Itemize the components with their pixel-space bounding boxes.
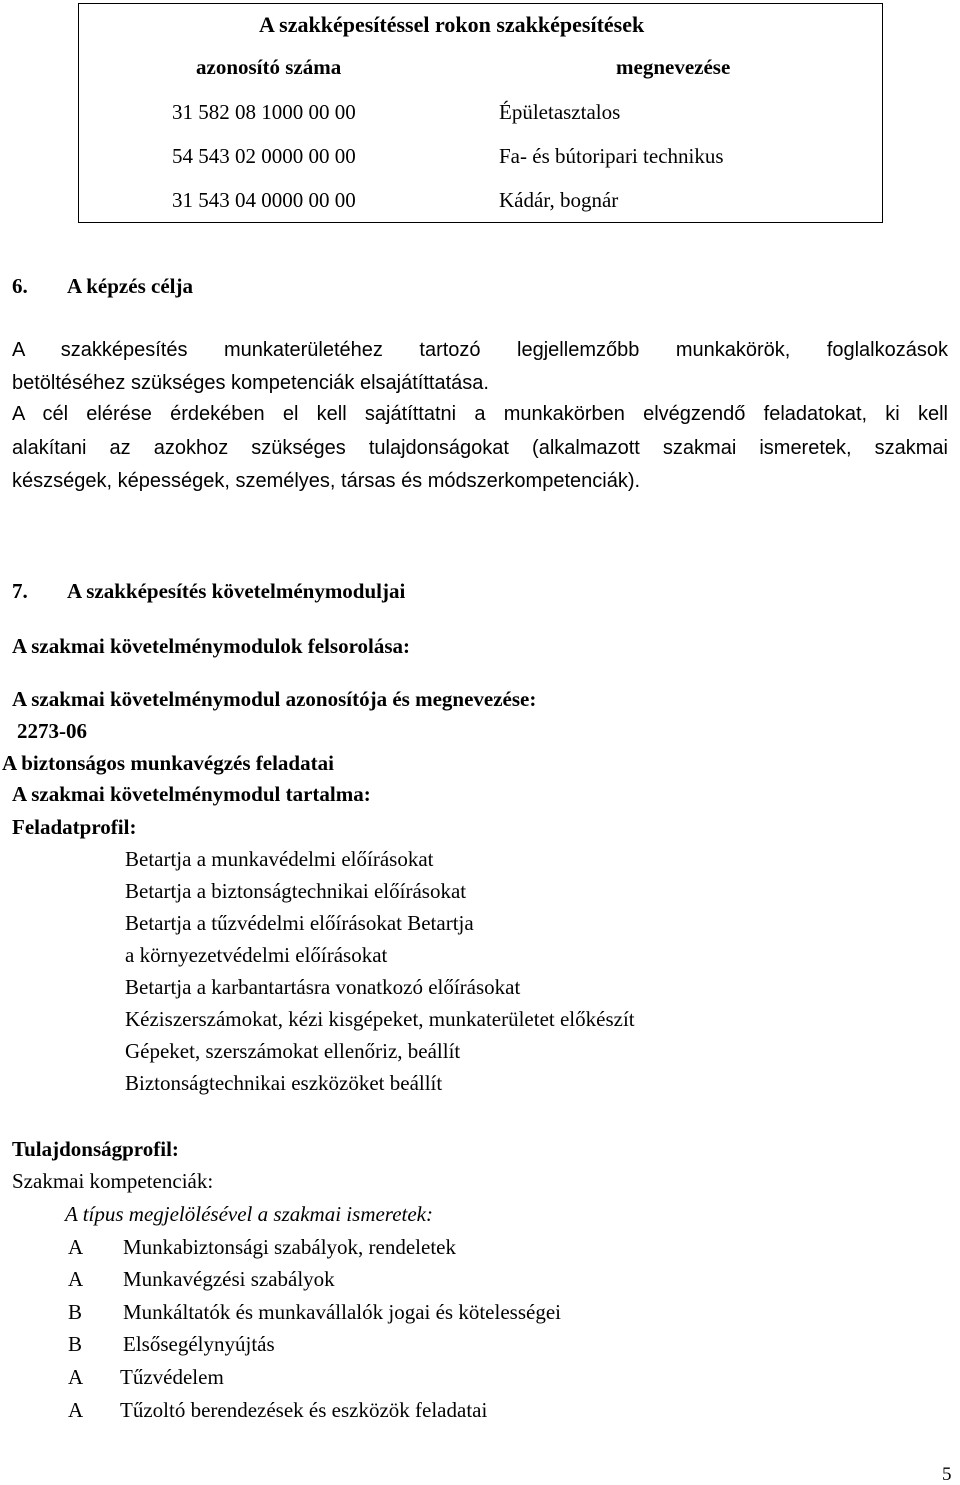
module-content-heading: A szakmai követelménymodul tartalma: <box>12 782 371 806</box>
section-6-number: 6. <box>12 274 28 298</box>
task-item: a környezetvédelmi előírásokat <box>125 943 388 967</box>
task-item: Kéziszerszámokat, kézi kisgépeket, munkaterületet előkészít <box>125 1007 635 1031</box>
table-cell-id: 31 582 08 1000 00 00 <box>172 100 356 124</box>
section-7-title: A szakképesítés követelménymoduljai <box>67 579 406 603</box>
competencies-label: Szakmai kompetenciák: <box>12 1169 214 1193</box>
knowledge-type: B <box>68 1300 83 1324</box>
knowledge-text: Tűzoltó berendezések és eszközök feladatai <box>120 1398 488 1422</box>
task-item: Betartja a karbantartásra vonatkozó előírásokat <box>125 975 521 999</box>
table-cell-name: Fa- és bútoripari technikus <box>499 144 724 168</box>
knowledge-type: A <box>68 1267 84 1291</box>
task-profile-label: Feladatprofil: <box>12 815 137 839</box>
knowledge-text: Munkavégzési szabályok <box>123 1267 335 1291</box>
knowledge-heading: A típus megjelölésével a szakmai ismeretek: <box>65 1202 433 1226</box>
knowledge-type: A <box>68 1398 84 1422</box>
module-id-heading: A szakmai követelménymodul azonosítója és megnevezése: <box>12 687 537 711</box>
property-profile-label: Tulajdonságprofil: <box>12 1137 179 1161</box>
knowledge-text: Munkáltatók és munkavállalók jogai és kötelességei <box>123 1300 561 1324</box>
section-6-para1-line: A szakképesítés munkaterületéhez tartozó legjellemzőbb munkakörök, foglalkozások <box>12 339 948 361</box>
section-6-para1-line: betöltéséhez szükséges kompetenciák elsajátíttatása. <box>12 372 489 394</box>
knowledge-text: Elsősegélynyújtás <box>123 1332 275 1356</box>
table-header-id: azonosító száma <box>196 55 342 79</box>
knowledge-type: A <box>68 1235 84 1259</box>
knowledge-type: A <box>68 1365 84 1389</box>
task-item: Gépeket, szerszámokat ellenőriz, beállít <box>125 1039 461 1063</box>
module-list-heading: A szakmai követelménymodulok felsorolása: <box>12 634 411 658</box>
related-qualifications-table <box>78 3 883 223</box>
task-item: Betartja a tűzvédelmi előírásokat Betartja <box>125 911 474 935</box>
module-id: 2273-06 <box>17 719 87 743</box>
table-header-name: megnevezése <box>616 55 731 79</box>
table-title: A szakképesítéssel rokon szakképesítések <box>259 12 645 37</box>
task-item: Betartja a munkavédelmi előírásokat <box>125 847 434 871</box>
module-name: A biztonságos munkavégzés feladatai <box>2 751 334 775</box>
table-cell-name: Épületasztalos <box>499 100 621 124</box>
knowledge-text: Munkabiztonsági szabályok, rendeletek <box>123 1235 456 1259</box>
task-item: Betartja a biztonságtechnikai előírásokat <box>125 879 467 903</box>
section-6-para2-line: A cél elérése érdekében el kell sajátíttatni a munkakörben elvégzendő feladatokat, ki kell <box>12 403 948 425</box>
task-item: Biztonságtechnikai eszközöket beállít <box>125 1071 443 1095</box>
table-cell-id: 54 543 02 0000 00 00 <box>172 144 356 168</box>
table-cell-id: 31 543 04 0000 00 00 <box>172 188 356 212</box>
section-6-para2-line: készségek, képességek, személyes, társas és módszerkompetenciák). <box>12 470 641 492</box>
knowledge-type: B <box>68 1332 83 1356</box>
page-number: 5 <box>942 1464 952 1485</box>
section-6-title: A képzés célja <box>67 274 193 298</box>
knowledge-text: Tűzvédelem <box>120 1365 224 1389</box>
section-7-number: 7. <box>12 579 28 603</box>
table-cell-name: Kádár, bognár <box>499 188 619 212</box>
section-6-para2-line: alakítani az azokhoz szükséges tulajdonságokat (alkalmazott szakmai ismeretek, szakmai <box>12 437 948 459</box>
